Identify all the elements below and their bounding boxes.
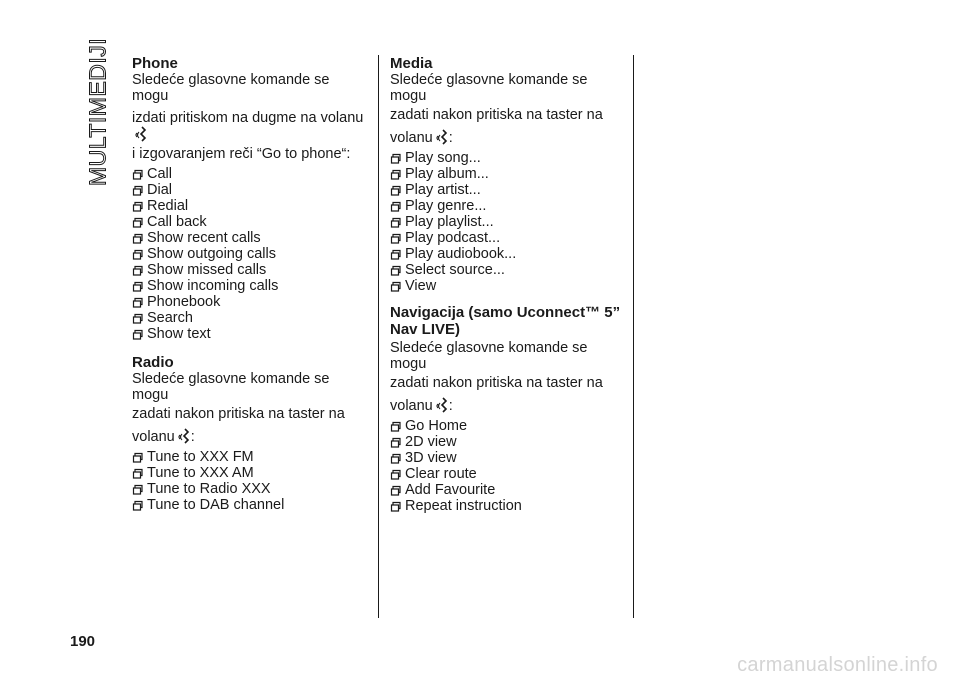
phone-heading: Phone — [132, 55, 178, 72]
checkbox-bullet-icon — [390, 485, 401, 496]
list-item: View — [390, 278, 622, 294]
navigation-heading-line2: Nav LIVE) — [390, 321, 461, 338]
checkbox-bullet-icon — [132, 329, 143, 340]
radio-intro-line1: Sledeće glasovne komande se mogu — [132, 371, 330, 403]
voice-command-icon — [134, 126, 148, 142]
media-intro — [390, 72, 622, 146]
navigation-intro-line1: Sledeće glasovne komande se mogu — [390, 340, 588, 372]
phone-intro-line3: i izgovaranjem reči “Go to phone“: — [132, 146, 351, 162]
checkbox-bullet-icon — [132, 169, 143, 180]
right-column — [390, 55, 622, 521]
list-item: Play playlist... — [390, 214, 622, 230]
navigation-heading-line1: Navigacija (samo Uconnect™ 5” — [390, 304, 621, 321]
checkbox-bullet-icon — [390, 185, 401, 196]
list-item: 2D view — [390, 434, 622, 450]
list-item: Add Favourite — [390, 482, 622, 498]
list-item: Play audiobook... — [390, 246, 622, 262]
voice-command-icon — [177, 428, 191, 444]
radio-intro-line2: zadati nakon pritiska na taster na — [132, 406, 345, 422]
list-item: Repeat instruction — [390, 498, 622, 514]
checkbox-bullet-icon — [390, 233, 401, 244]
list-item: Show recent calls — [132, 230, 364, 246]
list-item: Play album... — [390, 166, 622, 182]
checkbox-bullet-icon — [132, 313, 143, 324]
navigation-intro-line3: volanu — [390, 398, 433, 414]
checkbox-bullet-icon — [132, 201, 143, 212]
checkbox-bullet-icon — [390, 265, 401, 276]
radio-section — [132, 354, 364, 513]
checkbox-bullet-icon — [132, 281, 143, 292]
radio-heading: Radio — [132, 354, 174, 371]
side-section-title — [84, 37, 112, 186]
media-section — [390, 55, 622, 294]
checkbox-bullet-icon — [390, 281, 401, 292]
list-item: Call — [132, 166, 364, 182]
checkbox-bullet-icon — [390, 217, 401, 228]
list-item: Phonebook — [132, 294, 364, 310]
media-heading: Media — [390, 55, 433, 72]
checkbox-bullet-icon — [390, 453, 401, 464]
radio-command-list — [132, 449, 364, 513]
navigation-intro — [390, 340, 622, 414]
list-item: Tune to Radio XXX — [132, 481, 364, 497]
list-item: Tune to XXX FM — [132, 449, 364, 465]
checkbox-bullet-icon — [390, 169, 401, 180]
checkbox-bullet-icon — [390, 501, 401, 512]
list-item: Play genre... — [390, 198, 622, 214]
left-column — [132, 55, 364, 520]
radio-intro — [132, 371, 364, 445]
phone-command-list — [132, 166, 364, 342]
phone-section — [132, 55, 364, 342]
checkbox-bullet-icon — [132, 297, 143, 308]
checkbox-bullet-icon — [132, 468, 143, 479]
navigation-intro-colon: : — [448, 398, 453, 414]
media-command-list — [390, 150, 622, 294]
checkbox-bullet-icon — [132, 185, 143, 196]
checkbox-bullet-icon — [132, 452, 143, 463]
voice-command-icon — [435, 397, 449, 413]
checkbox-bullet-icon — [390, 201, 401, 212]
phone-intro-line2: izdati pritiskom na dugme na volanu — [132, 110, 364, 126]
page-number: 190 — [70, 633, 96, 650]
list-item: Play artist... — [390, 182, 622, 198]
column-divider-left — [378, 55, 379, 618]
list-item: Call back — [132, 214, 364, 230]
checkbox-bullet-icon — [132, 249, 143, 260]
checkbox-bullet-icon — [132, 484, 143, 495]
list-item: Play song... — [390, 150, 622, 166]
list-item: Play podcast... — [390, 230, 622, 246]
navigation-section — [390, 304, 622, 514]
media-intro-line3: volanu — [390, 130, 433, 146]
media-intro-line1: Sledeće glasovne komande se mogu — [390, 72, 588, 104]
watermark-text[interactable]: carmanualsonline.info — [737, 654, 938, 676]
list-item: Tune to XXX AM — [132, 465, 364, 481]
list-item: Show incoming calls — [132, 278, 364, 294]
side-title-text: MULTIMEDIJI — [84, 37, 111, 186]
column-divider-right — [633, 55, 634, 618]
checkbox-bullet-icon — [132, 265, 143, 276]
checkbox-bullet-icon — [132, 233, 143, 244]
radio-intro-colon: : — [190, 429, 195, 445]
list-item: Show text — [132, 326, 364, 342]
phone-intro-line1: Sledeće glasovne komande se mogu — [132, 72, 330, 104]
navigation-heading — [390, 304, 622, 338]
list-item: Redial — [132, 198, 364, 214]
checkbox-bullet-icon — [390, 437, 401, 448]
checkbox-bullet-icon — [390, 153, 401, 164]
checkbox-bullet-icon — [132, 217, 143, 228]
checkbox-bullet-icon — [390, 421, 401, 432]
list-item: Dial — [132, 182, 364, 198]
list-item: Tune to DAB channel — [132, 497, 364, 513]
list-item: 3D view — [390, 450, 622, 466]
list-item: Show missed calls — [132, 262, 364, 278]
navigation-intro-line2: zadati nakon pritiska na taster na — [390, 375, 603, 391]
list-item: Select source... — [390, 262, 622, 278]
media-intro-line2: zadati nakon pritiska na taster na — [390, 107, 603, 123]
navigation-command-list — [390, 418, 622, 514]
checkbox-bullet-icon — [390, 249, 401, 260]
media-intro-colon: : — [448, 130, 453, 146]
list-item: Search — [132, 310, 364, 326]
list-item: Show outgoing calls — [132, 246, 364, 262]
checkbox-bullet-icon — [390, 469, 401, 480]
list-item: Clear route — [390, 466, 622, 482]
list-item: Go Home — [390, 418, 622, 434]
phone-intro — [132, 72, 364, 162]
checkbox-bullet-icon — [132, 500, 143, 511]
radio-intro-line3: volanu — [132, 429, 175, 445]
voice-command-icon — [435, 129, 449, 145]
